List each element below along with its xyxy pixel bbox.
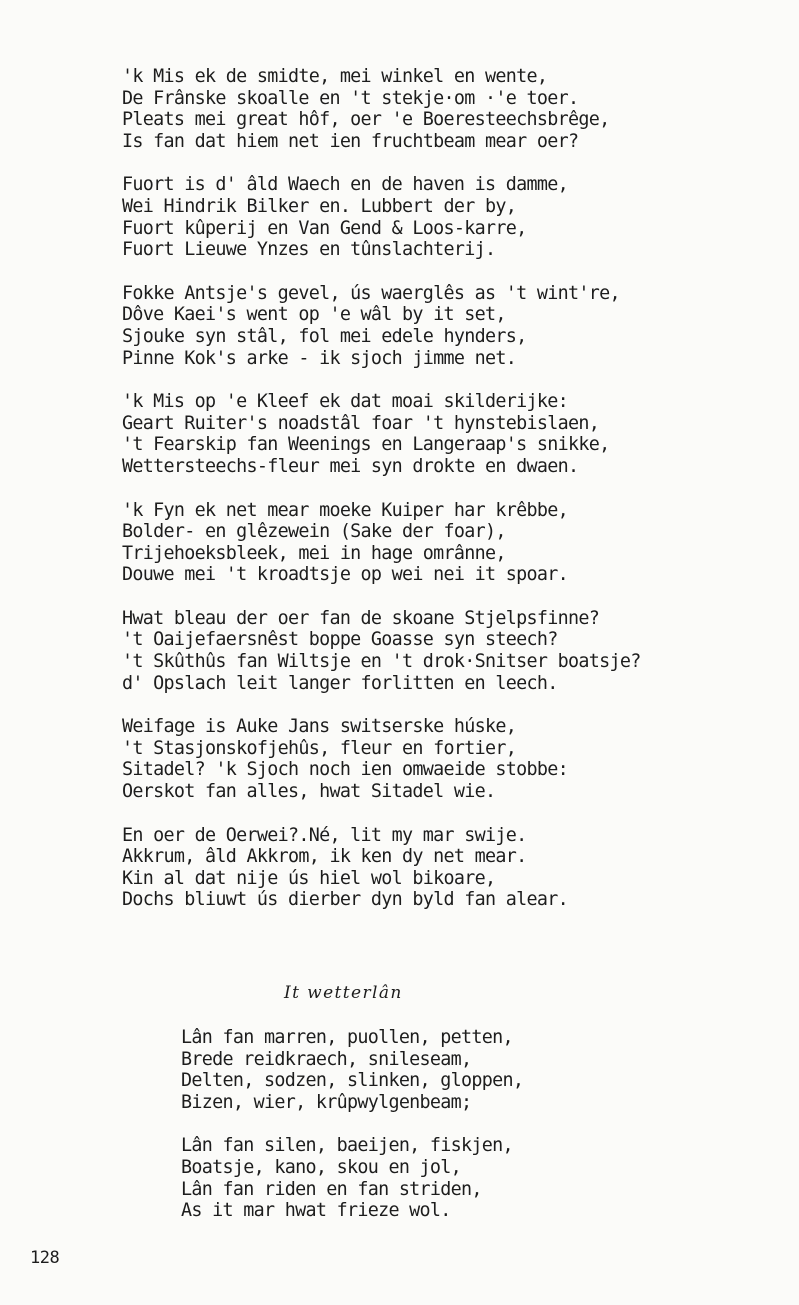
poem-wetterlan: [181, 1027, 781, 1244]
verse-line: 't Stasjonskofjehûs, fleur en fortier,: [122, 737, 517, 759]
verse-line: Hwat bleau der oer fan de skoane Stjelpsfinne?: [122, 607, 600, 629]
verse-line: Brede reidkraech, snileseam,: [181, 1048, 472, 1070]
verse-line: De Frânske skoalle en 't stekje·om ·'e toer.: [122, 87, 579, 109]
verse-line: Dochs bliuwt ús dierber dyn byld fan alear.: [122, 889, 569, 911]
verse-line: Pleats mei great hôf, oer 'e Boeresteechsbrêge,: [122, 109, 610, 131]
stanza: [122, 608, 792, 694]
verse-line: Delten, sodzen, slinken, gloppen,: [181, 1070, 524, 1092]
stanza: [122, 391, 792, 477]
verse-line: Wettersteechs-fleur mei syn drokte en dwaen.: [122, 455, 579, 477]
verse-line: Lân fan marren, puollen, petten,: [181, 1027, 513, 1048]
verse-line: 'k Fyn ek net mear moeke Kuiper har krêbbe,: [122, 499, 569, 521]
verse-line: Douwe mei 't kroadtsje op wei nei it spoar.: [122, 564, 569, 586]
stanza: [122, 825, 792, 911]
verse-line: Bizen, wier, krûpwylgenbeam;: [181, 1091, 472, 1113]
verse-line: Geart Ruiter's noadstâl foar 't hynstebislaen,: [122, 412, 600, 434]
verse-line: Fuort kûperij en Van Gend & Loos-karre,: [122, 217, 527, 239]
verse-line: 'k Mis ek de smidte, mei winkel en wente,: [122, 66, 548, 87]
stanza: [181, 1135, 781, 1221]
verse-line: Dôve Kaei's went op 'e wâl by it set,: [122, 304, 506, 326]
verse-line: Lân fan silen, baeijen, fiskjen,: [181, 1135, 513, 1157]
poem-main: [122, 66, 792, 933]
verse-line: 't Oaijefaersnêst boppe Goasse syn steech?: [122, 629, 558, 651]
verse-line: As it mar hwat frieze wol.: [181, 1200, 451, 1222]
verse-line: En oer de Oerwei?.Né, lit my mar swije.: [122, 824, 527, 846]
poem-title: It wetterlân: [284, 983, 403, 1003]
stanza: [122, 716, 792, 802]
verse-line: Weifage is Auke Jans switserske húske,: [122, 716, 517, 738]
verse-line: Sitadel? 'k Sjoch noch ien omwaeide stobbe:: [122, 759, 569, 781]
stanza: [122, 283, 792, 369]
verse-line: Trijehoeksbleek, mei in hage omrânne,: [122, 542, 506, 564]
stanza: [181, 1027, 781, 1113]
verse-line: 'k Mis op 'e Kleef ek dat moai skilderijke:: [122, 391, 569, 413]
verse-line: Fuort Lieuwe Ynzes en tûnslachterij.: [122, 239, 496, 261]
verse-line: Kin al dat nije ús hiel wol bikoare,: [122, 867, 496, 889]
verse-line: Fokke Antsje's gevel, ús waerglês as 't wint're,: [122, 282, 620, 304]
verse-line: Boatsje, kano, skou en jol,: [181, 1156, 462, 1178]
verse-line: 't Fearskip fan Weenings en Langeraap's snikke,: [122, 434, 610, 456]
page-number: 128: [30, 1248, 60, 1268]
stanza: [122, 500, 792, 586]
verse-line: Wei Hindrik Bilker en. Lubbert der by,: [122, 195, 517, 217]
verse-line: Is fan dat hiem net ien fruchtbeam mear oer?: [122, 130, 579, 152]
stanza: [122, 66, 792, 152]
verse-line: Fuort is d' âld Waech en de haven is damme,: [122, 174, 569, 196]
verse-line: 't Skûthûs fan Wiltsje en 't drok·Snitser boatsje?: [122, 651, 641, 673]
verse-line: Oerskot fan alles, hwat Sitadel wie.: [122, 781, 496, 803]
verse-line: Sjouke syn stâl, fol mei edele hynders,: [122, 325, 527, 347]
verse-line: Akkrum, âld Akkrom, ik ken dy net mear.: [122, 846, 527, 868]
stanza: [122, 174, 792, 260]
verse-line: Lân fan riden en fan striden,: [181, 1178, 482, 1200]
verse-line: d' Opslach leit langer forlitten en leech.: [122, 672, 558, 694]
verse-line: Pinne Kok's arke - ik sjoch jimme net.: [122, 347, 517, 369]
verse-line: Bolder- en glêzewein (Sake der foar),: [122, 521, 506, 543]
